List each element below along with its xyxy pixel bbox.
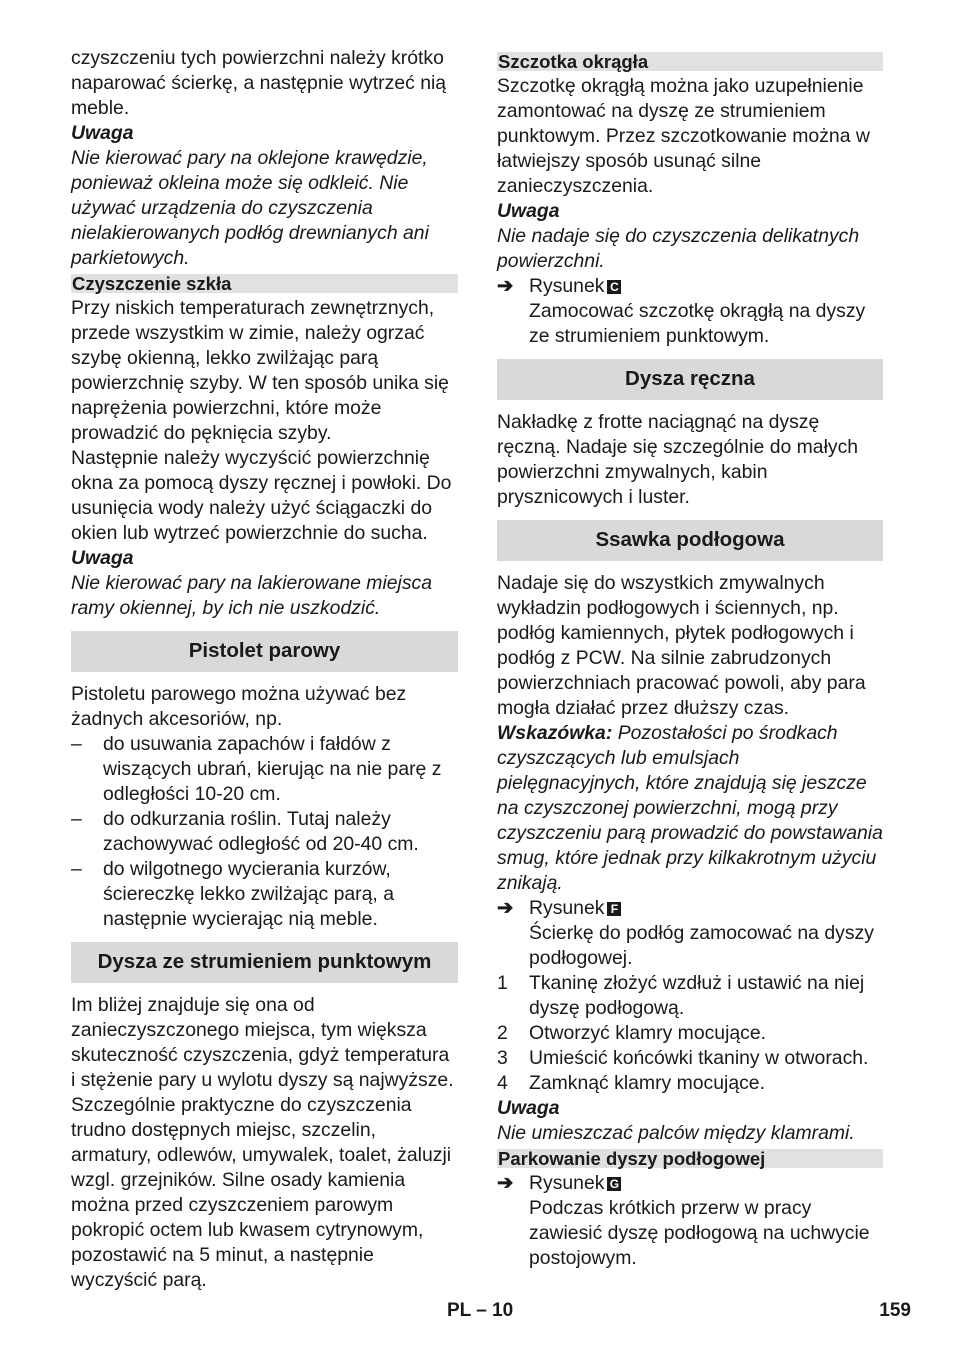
paragraph: czyszczeniu tych powierzchni należy krótko naparować ścierkę, a następnie wytrzeć nią meble. (71, 47, 447, 119)
paragraph: Nadaje się do wszystkich zmywalnych wykładzin podłogowych i ściennych, np. podłóg kamiennych, płytek podłogowych i podłóg z PCW. Na silnie zabrudzonych powierzchniach pracować powoli, aby para mogła działać przez dłuższy czas. (497, 572, 866, 719)
dash-marker: – (71, 858, 82, 880)
paragraph: Im bliżej znajduje się ona od zanieczyszczonego miejsca, tym większa skuteczność czyszczenia, gdyż temperatura i stężenie pary u wylotu dyszy są najwyższe. Szczególnie praktyczne do czyszczenia trudno dostępnych miejsc, szczelin, armatury, odlewów, umywalek, toalet, żaluzji wzgl. grzejników. Silne osady kamienia można przed czyszczeniem parowym pokropić octem lub kwasem cytrynowym, pozostawić na 5 minut, a następnie wyczyścić parą. (71, 994, 454, 1291)
step-text: Zamknąć klamry mocujące. (529, 1072, 765, 1094)
subheading-glass: Czyszczenie szkła (71, 274, 458, 293)
dash-marker: – (71, 733, 82, 755)
figure-instruction: Zamocować szczotkę okrągłą na dyszy ze strumieniem punktowym. (529, 300, 866, 347)
figure-instruction: Ścierkę do podłóg zamocować na dyszy podłogowej. (529, 922, 874, 969)
step-item (497, 971, 883, 1021)
dash-marker: – (71, 808, 82, 830)
arrow-right-icon: ➔ (497, 897, 514, 919)
figure-reference (497, 896, 883, 971)
list-item (71, 807, 458, 857)
figure-instruction: Podczas krótkich przerw w pracy zawiesić dyszę podłogową na uchwycie postojowym. (529, 1197, 870, 1269)
tip-label: Wskazówka: (497, 722, 613, 744)
figure-label: Rysunek (529, 1172, 605, 1194)
paragraph: Nakładkę z frotte naciągnąć na dyszę ręczną. Nadaje się szczególnie do małych powierzchni zmywalnych, kabin prysznicowych i luster. (497, 411, 859, 508)
figure-reference (497, 274, 883, 349)
tip-text: Pozostałości po środkach czyszczących lub emulsjach pielęgnacyjnych, które znajdują się jeszcze na czyszczonej powierzchni, mogą przy czyszczeniu parą prowadzić do powstawania smug, które jednak przy kilkakrotnym użyciu znikają. (497, 722, 883, 894)
list-item-text: do odkurzania roślin. Tutaj należy zachowywać odległość od 20-40 cm. (103, 808, 419, 855)
figure-badge: F (607, 902, 621, 916)
page-number: 159 (879, 1300, 911, 1321)
left-column (71, 46, 458, 1293)
tip-paragraph (497, 721, 883, 896)
arrow-right-icon: ➔ (497, 1172, 514, 1194)
section-heading-jet: Dysza ze strumieniem punktowym (71, 942, 458, 983)
page-footer (0, 1298, 954, 1323)
note-text: Nie nadaje się do czyszczenia delikatnych powierzchni. (497, 225, 860, 272)
note-text: Nie kierować pary na oklejone krawędzie, ponieważ okleina może się odkleić. Nie używać urządzenia do czyszczenia nielakierowanych podłóg drewnianych ani parkietowych. (71, 147, 429, 269)
section-heading-hand-nozzle: Dysza ręczna (497, 359, 883, 400)
section-heading-pistol: Pistolet parowy (71, 631, 458, 672)
figure-badge: G (607, 1177, 621, 1191)
list-item-text: do usuwania zapachów i fałdów z wiszących ubrań, kierując na nie parę z odległości 10-20 cm. (103, 733, 442, 805)
step-text: Umieścić końcówki tkaniny w otworach. (529, 1047, 869, 1069)
note-title: Uwaga (71, 547, 134, 569)
step-text: Tkaninę złożyć wzdłuż i ustawić na niej dyszę podłogową. (529, 972, 865, 1019)
figure-label: Rysunek (529, 897, 605, 919)
subheading-parking: Parkowanie dyszy podłogowej (497, 1149, 883, 1168)
note-text: Nie kierować pary na lakierowane miejsca ramy okiennej, by ich nie uszkodzić. (71, 572, 433, 619)
step-text: Otworzyć klamry mocujące. (529, 1022, 767, 1044)
step-number: 4 (497, 1072, 508, 1094)
step-item (497, 1021, 883, 1046)
list-item-text: do wilgotnego wycierania kurzów, ściereczkę lekko zwilżając parą, a następnie wycierając nią meble. (103, 858, 394, 930)
step-item (497, 1071, 883, 1096)
paragraph: Pistoletu parowego można używać bez żadnych akcesoriów, np. (71, 683, 407, 730)
arrow-right-icon: ➔ (497, 275, 514, 297)
note-title: Uwaga (497, 200, 560, 222)
note-text: Nie umieszczać palców między klamrami. (497, 1122, 855, 1144)
paragraph: Szczotkę okrągłą można jako uzupełnienie zamontować na dyszę ze strumieniem punktowym. Przez szczotkowanie można w łatwiejszy sposób usunąć silne zanieczyszczenia. (497, 75, 870, 197)
note-title: Uwaga (71, 122, 134, 144)
note-title: Uwaga (497, 1097, 560, 1119)
paragraph: Następnie należy wyczyścić powierzchnię okna za pomocą dyszy ręcznej i powłoki. Do usunięcia wody należy użyć ściągaczki do okien lub wytrzeć powierzchnie do sucha. (71, 447, 452, 544)
footer-section-label: PL – 10 (447, 1300, 514, 1321)
paragraph: Przy niskich temperaturach zewnętrznych, przede wszystkim w zimie, należy ogrzać szybę okienną, lekko zwilżając parą powierzchnię szyby. W ten sposób unika się naprężenia powierzchni, które może prowadzić do pęknięcia szyby. (71, 297, 449, 444)
step-item (497, 1046, 883, 1071)
step-number: 1 (497, 972, 508, 994)
list-item (71, 732, 458, 807)
figure-label: Rysunek (529, 275, 605, 297)
section-heading-floor-nozzle: Ssawka podłogowa (497, 520, 883, 561)
step-number: 2 (497, 1022, 508, 1044)
figure-badge: C (607, 280, 621, 294)
figure-reference (497, 1171, 883, 1271)
list-item (71, 857, 458, 932)
right-column (497, 46, 883, 1271)
step-number: 3 (497, 1047, 508, 1069)
subheading-brush: Szczotka okrągła (497, 52, 883, 71)
